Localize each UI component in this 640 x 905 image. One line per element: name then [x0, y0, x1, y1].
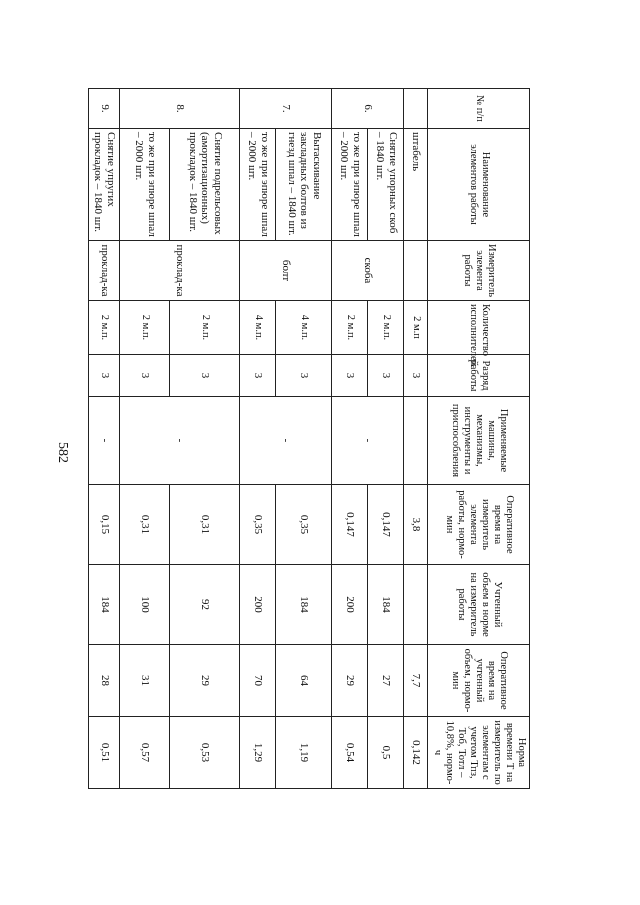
header-workers: Количество исполнителей [428, 301, 530, 355]
cell-equipment: - [120, 397, 240, 485]
cell-workers: 2 м.п. [89, 301, 121, 355]
table-row [89, 89, 121, 789]
cell-num: 9. [89, 89, 121, 129]
cell-equipment: - [240, 397, 332, 485]
cell-meter: проклад-ка [120, 241, 240, 301]
table-row [368, 89, 404, 789]
cell-workers: 4 м.п. [276, 301, 332, 355]
cell-op-time-volume: 28 [89, 645, 121, 717]
cell-op-time-volume: 29 [170, 645, 240, 717]
cell-volume: 184 [368, 565, 404, 645]
cell-name: Снятие упорных скоб – 1840 шт. [368, 129, 404, 241]
cell-norm: 0,53 [170, 717, 240, 789]
cell-name: то же при эпюре шпал – 2000 шт. [332, 129, 368, 241]
table-row [404, 89, 428, 789]
cell-grade: 3 [404, 355, 428, 397]
cell-grade: 3 [170, 355, 240, 397]
cell-volume: 200 [332, 565, 368, 645]
cell-op-time: 0,147 [368, 485, 404, 565]
cell-name: то же при эпюре шпал – 2000 шт. [120, 129, 170, 241]
cell-workers: 2 м.п. [332, 301, 368, 355]
cell-op-time-volume: 29 [332, 645, 368, 717]
header-num: № п/п [428, 89, 530, 129]
header-volume: Учтенный объем в норме на измеритель работы [428, 565, 530, 645]
cell-equipment [404, 397, 428, 485]
cell-norm: 1,19 [276, 717, 332, 789]
cell-op-time: 0,15 [89, 485, 121, 565]
cell-meter: болт [240, 241, 332, 301]
cell-meter: скоба [332, 241, 404, 301]
cell-num [404, 89, 428, 129]
cell-workers: 2 м.п [404, 301, 428, 355]
cell-name: Вытаскивание закладных болтов из гнезд шпал – 1840 шт. [276, 129, 332, 241]
cell-meter: проклад-ка [89, 241, 121, 301]
header-meter: Измеритель элемента работы [428, 241, 530, 301]
cell-op-time-volume: 70 [240, 645, 276, 717]
page-number: 582 [55, 442, 70, 463]
cell-grade: 3 [276, 355, 332, 397]
cell-op-time-volume: 31 [120, 645, 170, 717]
rotated-table-container [88, 88, 530, 788]
cell-equipment: - [332, 397, 404, 485]
cell-num: 6. [332, 89, 404, 129]
cell-grade: 3 [368, 355, 404, 397]
header-name: Наименование элементов работы [428, 129, 530, 241]
cell-meter [404, 241, 428, 301]
cell-op-time-volume: 27 [368, 645, 404, 717]
cell-norm: 0,54 [332, 717, 368, 789]
cell-norm: 0,57 [120, 717, 170, 789]
cell-grade: 3 [120, 355, 170, 397]
cell-norm: 0,5 [368, 717, 404, 789]
table-row [170, 89, 240, 789]
cell-name: то же при эпюре шпал – 2000 шт. [240, 129, 276, 241]
cell-volume: 200 [240, 565, 276, 645]
cell-num: 8. [120, 89, 240, 129]
cell-workers: 2 м.п. [120, 301, 170, 355]
cell-workers: 4 м.п. [240, 301, 276, 355]
cell-op-time: 0,35 [240, 485, 276, 565]
header-op-time: Оперативное время на измеритель элемента работы, нормо-мин [428, 485, 530, 565]
header-equipment: Применяемые машины, механизмы, инструменты и приспособления [428, 397, 530, 485]
cell-op-time: 0,31 [120, 485, 170, 565]
cell-workers: 2 м.п. [368, 301, 404, 355]
cell-num: 7. [240, 89, 332, 129]
header-op-time-volume: Оперативное время на учтенный объем, нормо-мин [428, 645, 530, 717]
cell-op-time-volume: 64 [276, 645, 332, 717]
header-row [428, 89, 530, 789]
header-norm: Норма времени Т на измеритель по элементам с учетом Тпз, Тоб, Тотл – 10,8%, нормо-ч [428, 717, 530, 789]
cell-op-time: 0,147 [332, 485, 368, 565]
cell-op-time: 0,31 [170, 485, 240, 565]
cell-op-time-volume: 7,7 [404, 645, 428, 717]
cell-volume: 100 [120, 565, 170, 645]
cell-grade: 3 [89, 355, 121, 397]
cell-norm: 0,51 [89, 717, 121, 789]
cell-op-time: 3,8 [404, 485, 428, 565]
table-row [276, 89, 332, 789]
cell-volume: 92 [170, 565, 240, 645]
cell-name: штабель [404, 129, 428, 241]
cell-norm: 1,29 [240, 717, 276, 789]
cell-grade: 3 [332, 355, 368, 397]
cell-name: Снятие подрельсовых (амортизационных) прокладок – 1840 шт. [170, 129, 240, 241]
cell-name: Снятие упругих прокладок – 1840 шт. [89, 129, 121, 241]
cell-volume: 184 [276, 565, 332, 645]
cell-volume: 184 [89, 565, 121, 645]
cell-workers: 2 м.п. [170, 301, 240, 355]
cell-volume [404, 565, 428, 645]
cell-equipment: - [89, 397, 121, 485]
cell-grade: 3 [240, 355, 276, 397]
work-norms-table [88, 88, 530, 789]
cell-op-time: 0,35 [276, 485, 332, 565]
cell-norm: 0,142 [404, 717, 428, 789]
header-grade: Разряд работы [428, 355, 530, 397]
